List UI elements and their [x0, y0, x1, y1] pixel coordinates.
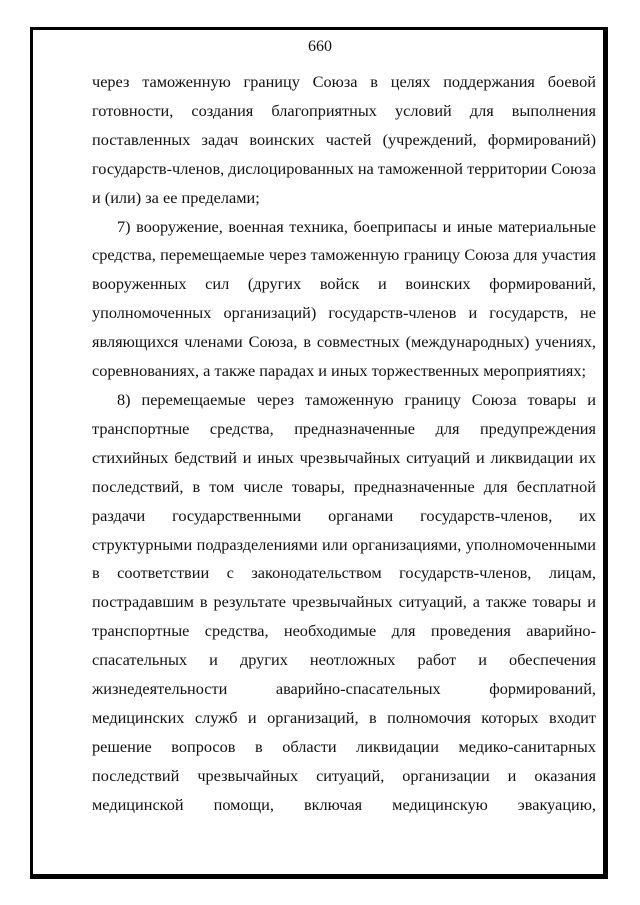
paragraph-item-8: 8) перемещаемые через таможенную границу Союза товары и транспортные средства, предназначенные для предупреждения стихийных бедствий и иных чрезвычайных ситуаций и ликвидации их последствий, в том числе товары, предназначенные для бесплатной раздачи государственными органами государств-членов, их структурными подразделениями или организациями, уполномоченными в соответствии с законодательством государств-членов, лицам, пострадавшим в результате чрезвычайных ситуаций, а также товары и транспортные средства, необходимые для проведения аварийно-спасательных и других неотложных работ и обеспечения жизнедеятельности аварийно-спасательных формирований, медицинских служб и организаций, в полномочия которых входит решение вопросов в области ликвидации медико-санитарных последствий чрезвычайных ситуаций, организации и оказания медицинской помощи, включая медицинскую эвакуацию, [92, 389, 596, 814]
paragraph-continuation: через таможенную границу Союза в целях поддержания боевой готовности, создания благоприятных условий для выполнения поставленных задач воинских частей (учреждений, формирований) государств-членов, дислоцированных на таможенной территории Союза и (или) за ее пределами; [92, 72, 596, 207]
paragraph-item-7: 7) вооружение, военная техника, боеприпасы и иные материальные средства, перемещаемые через таможенную границу Союза для участия вооруженных сил (других войск и воинских формирований, уполномоченных организаций) государств-членов и государств, не являющихся членами Союза, в совместных (международных) учениях, соревнованиях, а также парадах и иных торжественных мероприятиях; [92, 216, 596, 381]
document-body [92, 68, 596, 820]
page-number: 660 [308, 38, 332, 55]
